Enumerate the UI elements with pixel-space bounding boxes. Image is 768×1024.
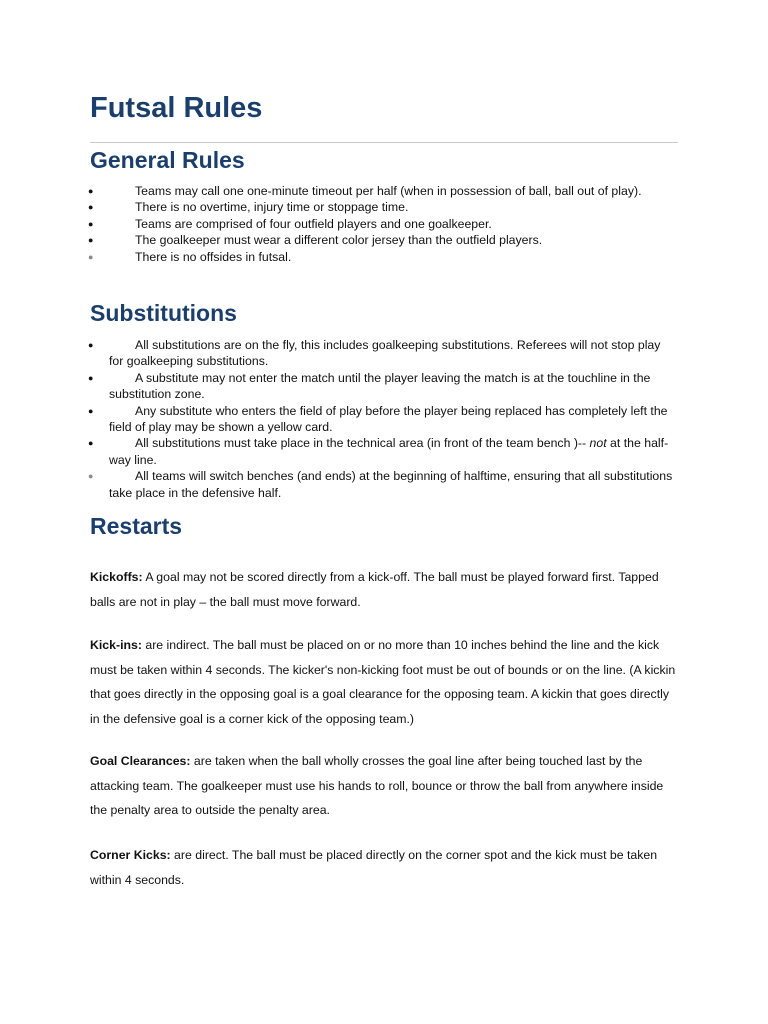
list-item: ● The goalkeeper must wear a different color jersey than the outfield players. bbox=[88, 233, 543, 248]
bullet-icon: ● bbox=[88, 340, 94, 350]
section-heading-substitutions: Substitutions bbox=[90, 300, 237, 326]
paragraph-corner-kicks: Corner Kicks: are direct. The ball must be placed directly on the corner spot and the kick must be taken within 4 seconds. bbox=[90, 848, 658, 887]
list-item bbox=[88, 435, 678, 468]
bullet-icon: ● bbox=[88, 186, 94, 196]
bullet-icon: ● bbox=[88, 372, 94, 383]
paragraph-goal-clearances: Goal Clearances: are taken when the ball wholly crosses the goal line after being touched last by the attacking team. The goalkeeper must use his hands to roll, bounce or throw the ball from anywhere inside the penalty area to outside the penalty area. bbox=[90, 754, 664, 818]
list-item: ● A substitute may not enter the match until the player leaving the match is at the touchline in the substitution zone. bbox=[88, 370, 651, 402]
list-item: ● There is no overtime, injury time or stoppage time. bbox=[88, 200, 409, 215]
page-title: Futsal Rules bbox=[90, 92, 263, 124]
list-item: ● Teams may call one one-minute timeout per half (when in possession of ball, ball out of play). bbox=[88, 184, 642, 198]
bullet-icon: ● bbox=[88, 438, 94, 449]
bullet-icon: ● bbox=[88, 471, 94, 482]
list-item: ● All substitutions are on the fly, this includes goalkeeping substitutions. Referees will not stop play for goalkeeping substitutions. bbox=[88, 338, 661, 369]
general-rules-list bbox=[88, 183, 678, 265]
bullet-icon: ● bbox=[88, 251, 94, 262]
bullet-icon: ● bbox=[88, 235, 94, 246]
list-item: ● Any substitute who enters the field of play before the player being replaced has completely left the field of play may be shown a yellow card. bbox=[88, 403, 668, 435]
bullet-icon: ● bbox=[88, 202, 94, 213]
title-divider bbox=[90, 142, 678, 143]
bullet-icon: ● bbox=[88, 405, 94, 416]
list-item: ● There is no offsides in futsal. bbox=[88, 249, 292, 264]
paragraph-kickoffs: Kickoffs: A goal may not be scored directly from a kick-off. The ball must be played forward first. Tapped balls are not in play – the ball must move forward. bbox=[90, 570, 659, 609]
section-heading-restarts: Restarts bbox=[90, 513, 183, 539]
substitutions-list bbox=[88, 337, 678, 501]
list-item: ● Teams are comprised of four outfield players and one goalkeeper. bbox=[88, 216, 492, 231]
list-item-text: All substitutions must take place in the technical area (in front of the team bench )-- not at the half-way line. bbox=[109, 436, 669, 467]
bullet-icon: ● bbox=[88, 218, 94, 229]
paragraph-kick-ins: Kick-ins: are indirect. The ball must be placed on or no more than 10 inches behind the line and the kick must be taken within 4 seconds. The kicker's non-kicking foot must be out of bounds or on the line. (A kickin that goes directly in the opposing goal is a goal clearance for the opposing team. A kickin that goes directly in the defensive goal is a corner kick of the opposing team.) bbox=[90, 638, 676, 726]
list-item: ● All teams will switch benches (and ends) at the beginning of halftime, ensuring that all substitutions take place in the defensive half. bbox=[88, 469, 673, 500]
section-heading-general-rules: General Rules bbox=[90, 147, 245, 173]
